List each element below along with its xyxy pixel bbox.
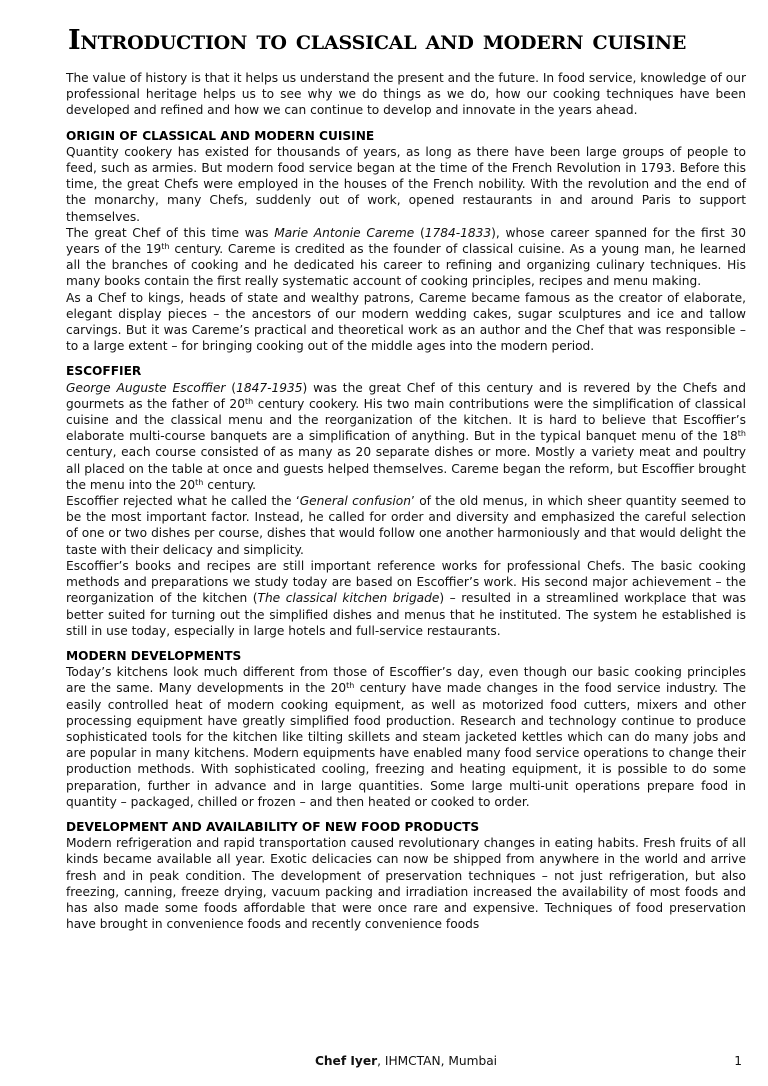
origin-paragraph-2: The great Chef of this time was Marie Antonie Careme (1784-1833), whose career spanned for the first 30 years of the 19th century. Careme is credited as the founder of classical cuisine. As a young man, he learned all the branches of cooking and he dedicated his career to refining and organizing culinary techniques. His many books contain the first really systematic account of cooking principles, recipes and menu making.	[66, 225, 747, 289]
section-heading-escoffier: ESCOFFIER	[66, 364, 142, 379]
document-page	[66, 24, 746, 932]
escoffier-paragraph-1: George Auguste Escoffier (1847-1935) was the great Chef of this century and is revered by the Chefs and gourmets as the father of 20th century cookery. His two main contributions were the simplification of classical cuisine and the classical menu and the reorganization of the kitchen. It is hard to believe that Escoffier’s elaborate multi-course banquets are a simplification of anything. But in the typical banquet menu of the 18th century, each course consisted of as many as 20 separate dishes or more. Mostly a variety meat and poultry all placed on the table at once and guests helped themselves. Careme began the reform, but Escoffier brought the menu into the 20th century.	[66, 380, 746, 492]
origin-paragraph-3: As a Chef to kings, heads of state and wealthy patrons, Careme became famous as the creator of elaborate, elegant display pieces – the ancestors of our modern wedding cakes, sugar sculptures and ice and tallow carvings. But it was Careme’s practical and theoretical work as an author and the Chef that was responsible – to a large extent – for bringing cooking out of the middle ages into the modern period.	[66, 290, 746, 354]
footer-author: Chef Iyer	[314, 1054, 378, 1068]
careme-years: 1784-1833	[424, 225, 492, 240]
modern-paragraph-1: Today’s kitchens look much different from those of Escoffier’s day, even though our basic cooking principles are the same. Many developments in the 20th century have made changes in the food service industry. The easily controlled heat of modern cooking equipment, as well as motorized food cutters, mixers and other processing equipment have greatly simplified food production. Research and technology continue to produce sophisticated tools for the kitchen like tilting skillets and steam jacketed kettles which can do many jobs and are popular in many kitchens. Modern equipments have enabled many food service operations to change their production methods. With sophisticated cooling, freezing and heating equipment, it is possible to do some preparation, further in advance and in large quantities. Some large multi-unit operations prepare food in quantity – packaged, chilled or frozen – and then heated or cooked to order.	[66, 665, 746, 809]
footer-credit	[66, 1054, 746, 1068]
careme-name: Marie Antonie Careme	[274, 225, 415, 240]
footer-institute: , IHMCTAN, Mumbai	[377, 1054, 498, 1068]
section-heading-origin: ORIGIN OF CLASSICAL AND MODERN CUISINE	[66, 128, 375, 143]
page-number: 1	[734, 1054, 742, 1068]
escoffier-years: 1847-1935	[236, 380, 303, 395]
intro-paragraph: The value of history is that it helps us understand the present and the future. In food service, knowledge of our professional heritage helps us to see why we do things as we do, how our cooking techniques have been developed and refined and how we can continue to develop and innovate in the years ahead.	[66, 71, 746, 118]
escoffier-name: George Auguste Escoffier	[66, 380, 226, 395]
section-heading-modern: MODERN DEVELOPMENTS	[66, 648, 242, 663]
page-title: Introduction to classical and modern cuisine	[68, 25, 687, 56]
escoffier-paragraph-2: Escoffier rejected what he called the ‘General confusion’ of the old menus, in which sheer quantity seemed to be the most important factor. Instead, he called for order and diversity and emphasized the careful selection of one or two dishes per course, dishes that would follow one another harmoniously and that would delight the taste with their delicacy and simplicity.	[66, 494, 747, 557]
page-footer	[66, 1054, 746, 1072]
section-heading-products: DEVELOPMENT AND AVAILABILITY OF NEW FOOD PRODUCTS	[66, 819, 480, 834]
products-paragraph-1: Modern refrigeration and rapid transportation caused revolutionary changes in eating habits. Fresh fruits of all kinds became available all year. Exotic delicacies can now be shipped from anywhere in the world and arrive fresh and in peak condition. The development of preservation techniques – not just refrigeration, but also freezing, canning, freeze drying, vacuum packing and irradiation increased the availability of most foods and has also made some foods affordable that were once rare and expensive. Techniques of food preservation have brought in convenience foods and recently convenience foods	[66, 836, 746, 932]
escoffier-paragraph-3: Escoffier’s books and recipes are still important reference works for professional Chefs. The basic cooking methods and preparations we study today are based on Escoffier’s work. His second major achievement – the reorganization of the kitchen (The classical kitchen brigade) – resulted in a streamlined workplace that was better suited for turning out the simplified dishes and menus that he instituted. The system he established is still in use today, especially in large hotels and full-service restaurants.	[66, 558, 746, 638]
origin-paragraph-1: Quantity cookery has existed for thousands of years, as long as there have been large groups of people to feed, such as armies. But modern food service began at the time of the French Revolution in 1793. Before this time, the great Chefs were employed in the houses of the French nobility. With the revolution and the end of the monarchy, many Chefs, suddenly out of work, opened restaurants in and around Paris to support themselves.	[66, 144, 746, 224]
